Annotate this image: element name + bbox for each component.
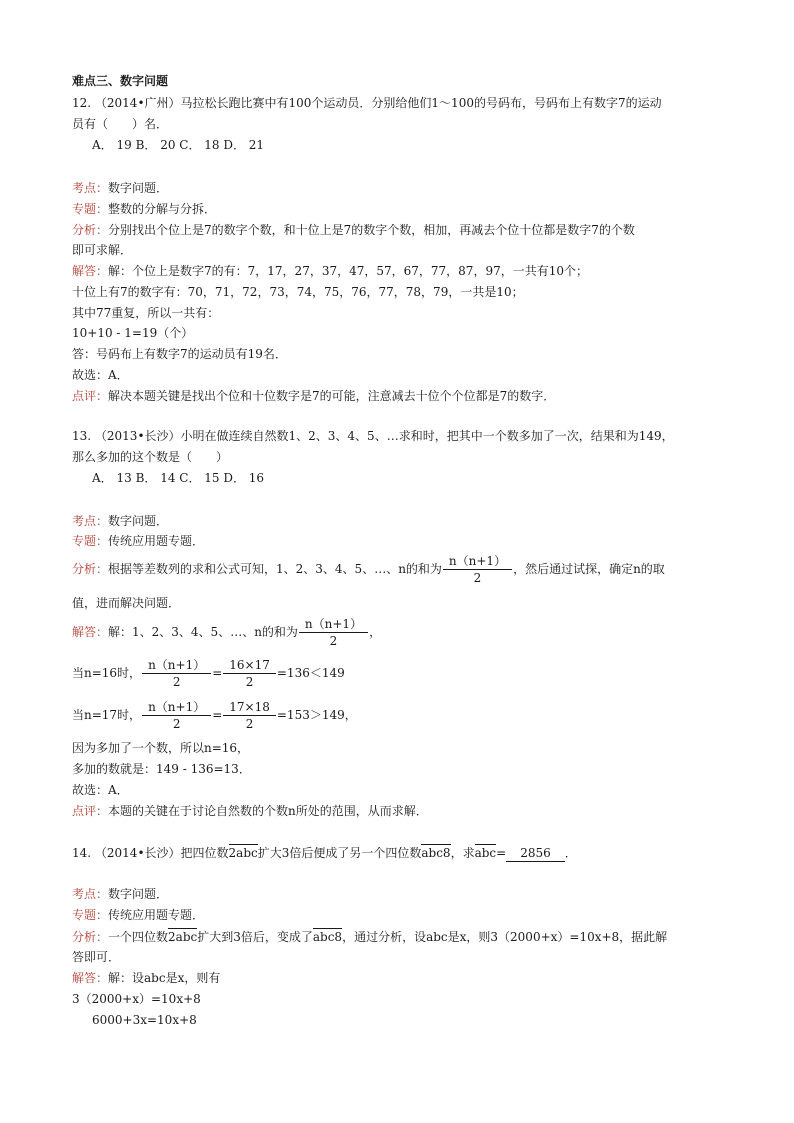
jieda-label: 解答： xyxy=(72,971,109,985)
fenxi-text: 分别找出个位上是7的数字个数，和十位上是7的数字个数，相加，再减去个位十位都是数字7的个数 xyxy=(108,223,635,237)
q14-jieda-line1 xyxy=(72,970,220,986)
dianping-text: 本题的关键在于讨论自然数的个数n所处的范围，从而求解． xyxy=(108,804,428,818)
fenxi-text-a: 一个四位数 xyxy=(108,930,169,944)
kaodian-text: 数字问题． xyxy=(108,887,169,901)
q14-jieda-line2: 3（2000+x）=10x+8 xyxy=(72,992,201,1006)
q13-fenxi-line1 xyxy=(72,553,665,586)
zhuanti-label: 专题： xyxy=(72,534,109,548)
zhuanti-label: 专题： xyxy=(72,908,109,922)
fraction-denominator: 2 xyxy=(245,675,254,689)
fraction-numerator: n（n+1） xyxy=(299,616,368,633)
fenxi-label: 分析： xyxy=(72,930,109,944)
fraction-denominator: 2 xyxy=(172,717,181,731)
zhuanti-text: 整数的分解与分拆． xyxy=(108,202,217,216)
fraction-denominator: 2 xyxy=(172,675,181,689)
dianping-text: 解决本题关键是找出个位和十位数字是7的可能，注意减去十位个个位都是7的数字． xyxy=(108,389,556,403)
product-fraction xyxy=(223,657,276,690)
fraction-numerator: n（n+1） xyxy=(142,699,211,716)
stem-text-a: 14. （2014•长沙）把四位数 xyxy=(72,846,229,860)
jieda-label: 解答： xyxy=(72,264,109,278)
q13-case-n16 xyxy=(72,657,345,690)
sum-formula-fraction xyxy=(299,616,368,649)
q13-jieda-line4: 因为多加了一个数，所以n=16， xyxy=(72,741,250,755)
q12-jieda-line2: 十位上有7的数字有：70，71，72，73，74，75，76，77，78，79，一共是10； xyxy=(72,285,524,299)
kaodian-text: 数字问题． xyxy=(108,514,169,528)
case-result: =136＜149 xyxy=(276,666,345,680)
product-fraction xyxy=(223,699,276,732)
overline-number-2abc: 2abc xyxy=(168,930,198,944)
q13-dianping xyxy=(72,803,428,819)
q14-stem xyxy=(72,845,577,862)
q13-jieda-line5: 多加的数就是：149 - 136=13． xyxy=(72,762,251,776)
q12-jieda-line4: 10+10 - 1=19（个） xyxy=(72,326,194,340)
kaodian-label: 考点： xyxy=(72,514,109,528)
q12-jieda-line6: 故选：A． xyxy=(72,368,129,382)
kaodian-label: 考点： xyxy=(72,181,109,195)
q12-fenxi-line2: 即可求解． xyxy=(72,243,133,257)
zhuanti-label: 专题： xyxy=(72,202,109,216)
zhuanti-text: 传统应用题专题． xyxy=(108,534,205,548)
q12-jieda-line3: 其中77重复，所以一共有： xyxy=(72,306,220,320)
jieda-text: 解：个位上是数字7的有：7，17，27，37，47，57，67，77，87，97，一共有10个； xyxy=(108,264,588,278)
overline-number-abc8: abc8 xyxy=(421,846,451,860)
q12-jieda-line5: 答：号码布上有数字7的运动员有19名． xyxy=(72,347,287,361)
case-result: =153＞149， xyxy=(276,708,357,722)
dianping-label: 点评： xyxy=(72,804,109,818)
q13-stem-line2: 那么多加的这个数是（ ） xyxy=(72,450,229,464)
overline-number-2abc: 2abc xyxy=(228,846,258,860)
fenxi-text-b: 扩大到3倍后，变成了 xyxy=(197,930,313,944)
q13-jieda-line6: 故选：A． xyxy=(72,783,129,797)
q12-dianping xyxy=(72,388,555,404)
q13-choices: A． 13 B． 14 C． 15 D． 16 xyxy=(92,471,265,485)
stem-text-d: = xyxy=(496,846,507,860)
overline-number-abc: abc xyxy=(474,846,497,860)
fraction-numerator: n（n+1） xyxy=(443,553,512,570)
fenxi-text-b: ，然后通过试探，确定n的取 xyxy=(513,562,665,576)
fraction-numerator: n（n+1） xyxy=(142,657,211,674)
sum-formula-fraction xyxy=(443,553,512,586)
jieda-text-a: 解：1、2、3、4、5、…、n的和为 xyxy=(108,625,298,639)
kaodian-text: 数字问题． xyxy=(108,181,169,195)
fraction-numerator: 17×18 xyxy=(223,699,276,716)
fraction-denominator: 2 xyxy=(329,634,338,648)
kaodian-label: 考点： xyxy=(72,887,109,901)
q12-stem-line2: 员有（ ）名． xyxy=(72,117,169,131)
equals-sign: = xyxy=(212,708,223,722)
q14-fenxi-line1 xyxy=(72,929,667,945)
fenxi-text-c: ，通过分析，设abc是x，则3（2000+x）=10x+8，据此解 xyxy=(342,930,668,944)
q13-case-n17 xyxy=(72,699,357,732)
q13-jieda-line1 xyxy=(72,616,381,649)
stem-text-e: ． xyxy=(564,846,577,860)
q14-kaodian xyxy=(72,886,168,902)
q13-kaodian xyxy=(72,513,168,529)
q14-jieda-line3: 6000+3x=10x+8 xyxy=(92,1013,197,1027)
q14-fenxi-line2: 答即可． xyxy=(72,950,121,964)
q12-fenxi-line1 xyxy=(72,222,635,238)
zhuanti-text: 传统应用题专题． xyxy=(108,908,205,922)
equals-sign: = xyxy=(212,666,223,680)
fenxi-label: 分析： xyxy=(72,223,109,237)
sum-formula-fraction xyxy=(142,657,211,690)
stem-text-c: ，求 xyxy=(450,846,475,860)
q12-jieda-line1 xyxy=(72,263,588,279)
jieda-text: 解：设abc是x，则有 xyxy=(108,971,221,985)
q14-zhuanti xyxy=(72,907,204,923)
jieda-label: 解答： xyxy=(72,625,109,639)
fraction-numerator: 16×17 xyxy=(223,657,276,674)
dianping-label: 点评： xyxy=(72,389,109,403)
answer-blank: 2856 xyxy=(506,845,565,862)
fraction-denominator: 2 xyxy=(245,717,254,731)
q12-choices: A． 19 B． 20 C． 18 D． 21 xyxy=(92,138,265,152)
q12-zhuanti xyxy=(72,201,216,217)
fenxi-text-a: 根据等差数列的求和公式可知，1、2、3、4、5、…、n的和为 xyxy=(108,562,442,576)
q12-kaodian xyxy=(72,180,168,196)
q12-stem-line1: 12. （2014•广州）马拉松长跑比赛中有100个运动员．分别给他们1～100的号码布，号码布上有数字7的运动 xyxy=(72,96,662,110)
fraction-denominator: 2 xyxy=(473,571,482,585)
q13-zhuanti xyxy=(72,533,204,549)
q13-stem-line1: 13. （2013•长沙）小明在做连续自然数1、2、3、4、5、…求和时，把其中一个数多加了一次，结果和为149， xyxy=(72,429,674,443)
case-prefix: 当n=17时， xyxy=(72,708,142,722)
q13-fenxi-line2: 值，进而解决问题． xyxy=(72,596,181,610)
overline-number-abc8: abc8 xyxy=(312,930,343,944)
stem-text-b: 扩大3倍后便成了另一个四位数 xyxy=(257,846,422,860)
sum-formula-fraction xyxy=(142,699,211,732)
case-prefix: 当n=16时， xyxy=(72,666,142,680)
section-title: 难点三、数字问题 xyxy=(72,74,169,88)
fenxi-label: 分析： xyxy=(72,562,109,576)
jieda-text-b: ， xyxy=(369,625,382,639)
